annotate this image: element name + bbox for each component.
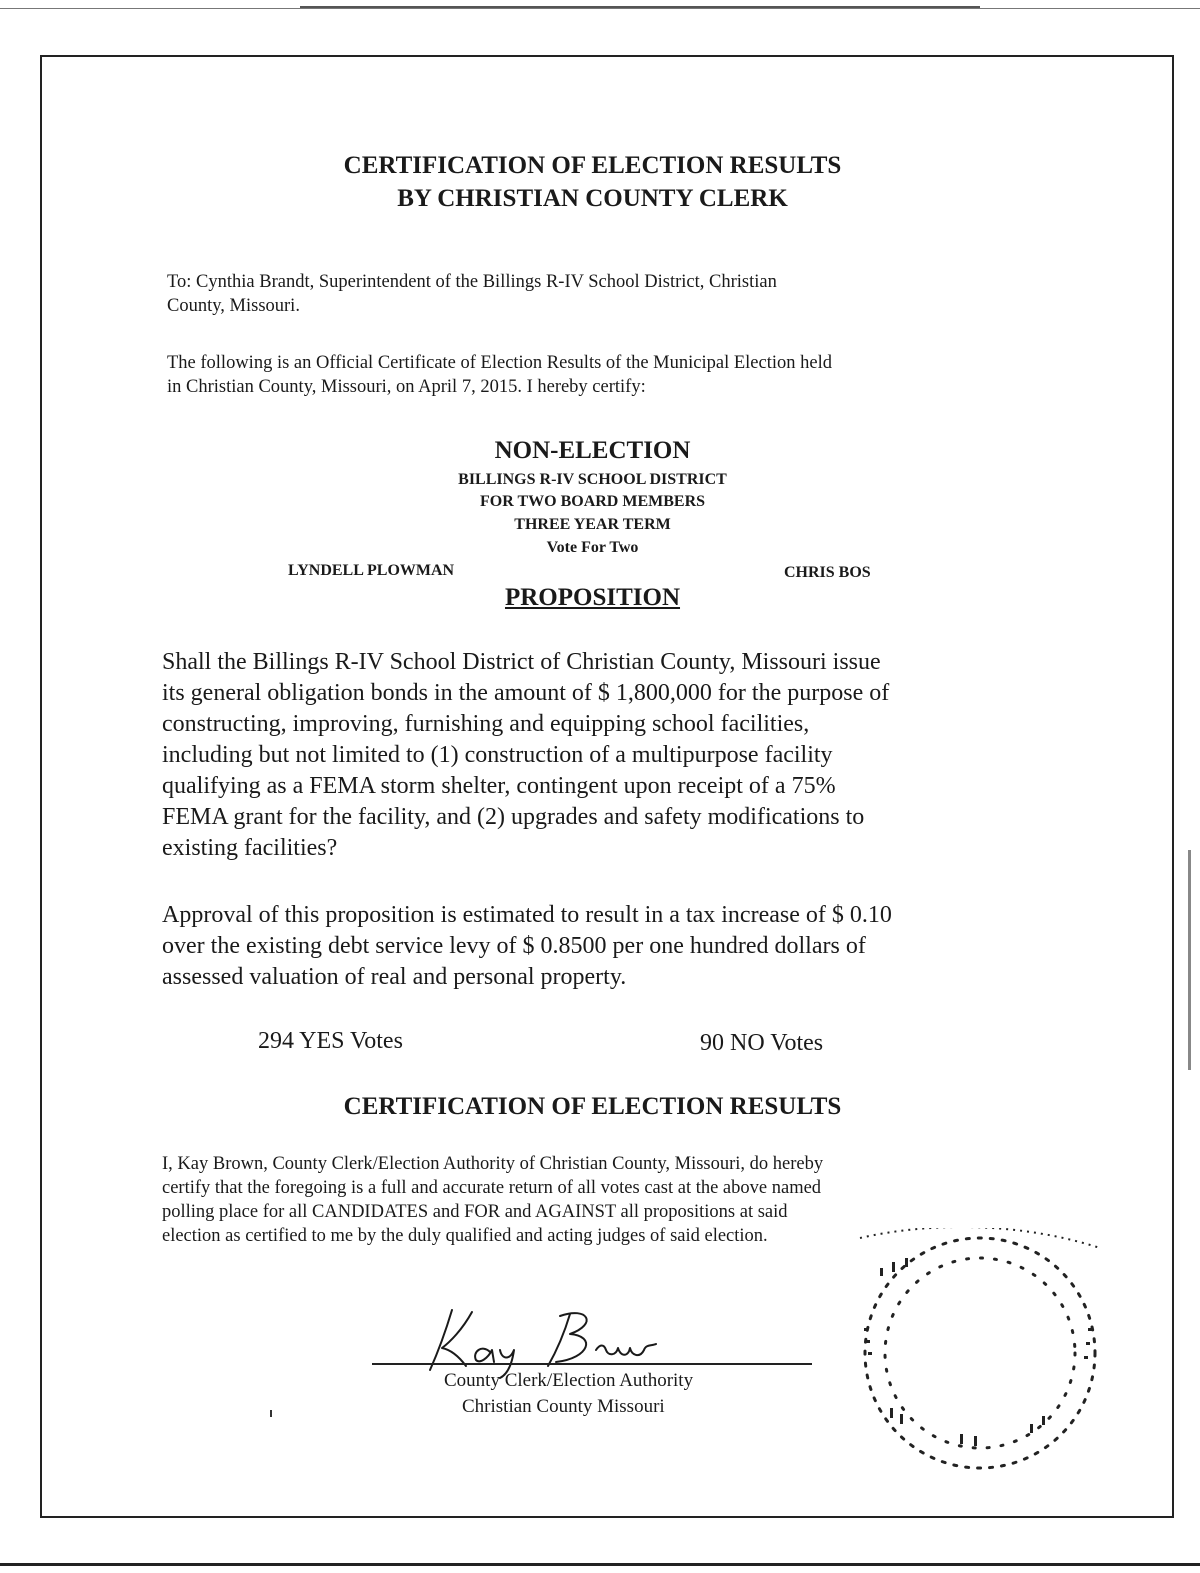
scan-edge-top-mark [300, 6, 980, 8]
scan-edge-bottom [0, 1563, 1200, 1566]
tax-statement [162, 900, 1062, 993]
intro-line2: in Christian County, Missouri, on April 7, 2015. I hereby certify: [167, 377, 646, 397]
proposition-line: FEMA grant for the facility, and (2) upgrades and safety modifications to [162, 804, 865, 830]
proposition-line: existing facilities? [162, 835, 338, 861]
non-election-vote-for: Vote For Two [546, 539, 639, 556]
scan-edge-top [0, 8, 1200, 9]
non-election-heading: NON-ELECTION [494, 437, 691, 464]
signature-line [372, 1363, 812, 1365]
document-title-line2: BY CHRISTIAN COUNTY CLERK [397, 185, 788, 212]
document-title-line1: CERTIFICATION OF ELECTION RESULTS [343, 152, 842, 179]
tax-line: Approval of this proposition is estimated to result in a tax increase of $ 0.10 [162, 902, 892, 928]
certification-heading: CERTIFICATION OF ELECTION RESULTS [343, 1093, 842, 1120]
signer-location: Christian County Missouri [462, 1396, 665, 1417]
proposition-line: including but not limited to (1) construction of a multipurpose facility [162, 742, 833, 768]
yes-votes: 294 YES Votes [258, 1028, 403, 1054]
proposition-line: qualifying as a FEMA storm shelter, contingent upon receipt of a 75% [162, 773, 836, 799]
certification-line: I, Kay Brown, County Clerk/Election Authority of Christian County, Missouri, do hereby [162, 1154, 824, 1174]
candidate-name: CHRIS BOS [784, 564, 871, 581]
addressee-line2: County, Missouri. [167, 296, 300, 316]
certification-line: election as certified to me by the duly qualified and acting judges of said election. [162, 1226, 768, 1246]
candidate-name: LYNDELL PLOWMAN [288, 562, 455, 579]
tax-line: assessed valuation of real and personal property. [162, 964, 627, 990]
proposition-heading: PROPOSITION [504, 584, 681, 611]
certification-line: polling place for all CANDIDATES and FOR and AGAINST all propositions at said [162, 1202, 788, 1222]
proposition-text [162, 647, 1062, 864]
scan-edge-right-mark [1188, 850, 1191, 1070]
proposition-line: Shall the Billings R-IV School District of Christian County, Missouri issue [162, 649, 881, 675]
proposition-line: constructing, improving, furnishing and equipping school facilities, [162, 711, 810, 737]
signer-title: County Clerk/Election Authority [444, 1370, 694, 1391]
non-election-term: THREE YEAR TERM [514, 516, 671, 533]
certification-line: certify that the foregoing is a full and accurate return of all votes cast at the above named [162, 1178, 822, 1198]
non-election-office: FOR TWO BOARD MEMBERS [479, 493, 706, 510]
county-seal-icon [850, 1228, 1110, 1478]
tax-line: over the existing debt service levy of $ 0.8500 per one hundred dollars of [162, 933, 866, 959]
non-election-district: BILLINGS R-IV SCHOOL DISTRICT [458, 471, 727, 488]
scan-speck [270, 1410, 272, 1417]
intro-line1: The following is an Official Certificate of Election Results of the Municipal Election held [167, 353, 832, 373]
addressee-line1: To: Cynthia Brandt, Superintendent of the Billings R-IV School District, Christian [167, 272, 777, 292]
no-votes: 90 NO Votes [700, 1030, 824, 1056]
proposition-line: its general obligation bonds in the amount of $ 1,800,000 for the purpose of [162, 680, 890, 706]
